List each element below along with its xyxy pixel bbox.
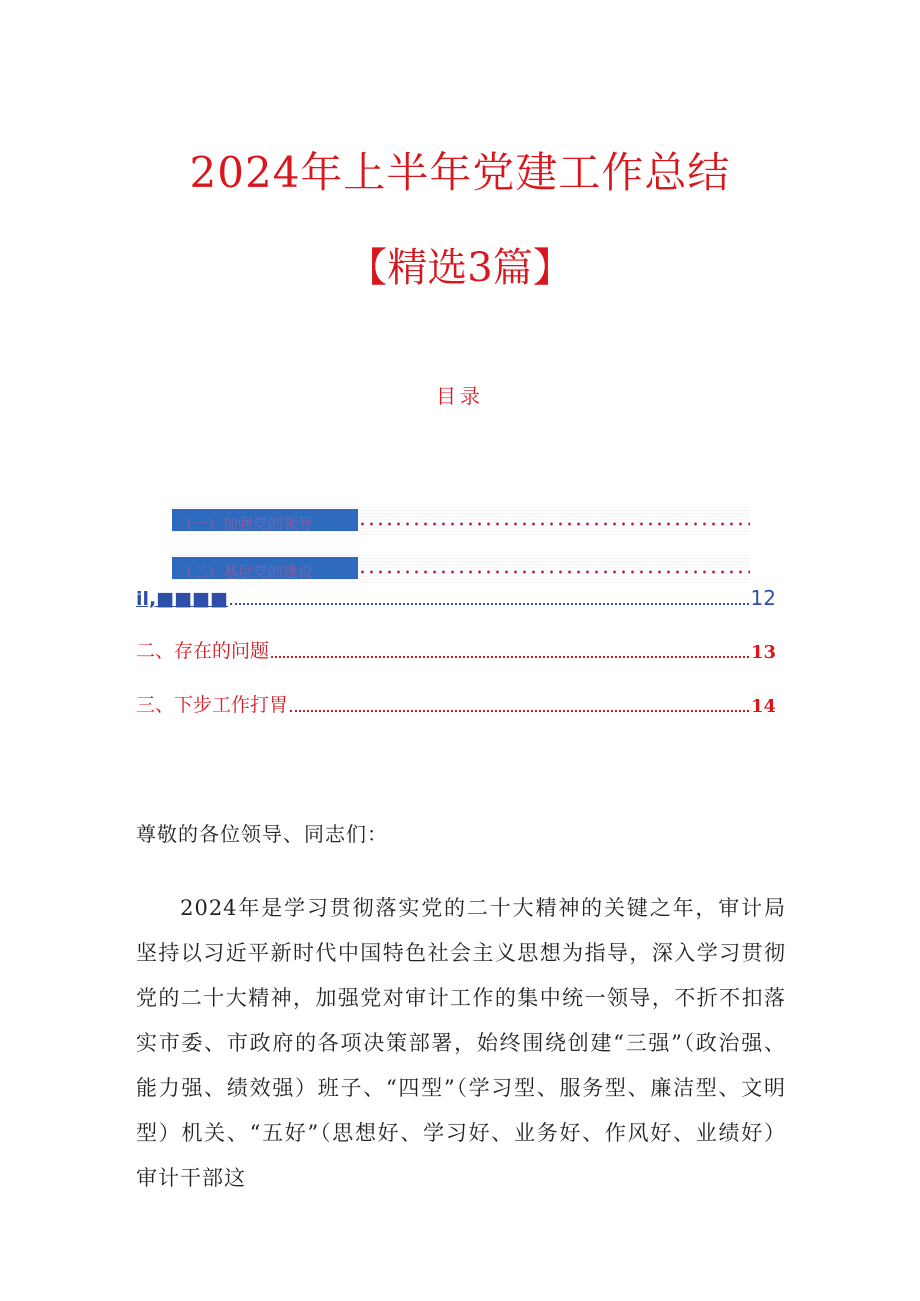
toc-entry-problems[interactable]: [136, 636, 776, 663]
toc-leader-dots: [358, 505, 750, 535]
toc-subitem-label[interactable]: （一）加强党的领导: [172, 509, 358, 531]
toc-subitem[interactable]: [172, 505, 750, 535]
document-title: 2024年上半年党建工作总结: [189, 148, 731, 197]
toc-subitem[interactable]: [172, 553, 750, 583]
salutation: 尊敬的各位领导、同志们：: [136, 822, 388, 846]
toc-entry-next-steps[interactable]: [136, 690, 776, 717]
toc-page-number: 12: [750, 586, 776, 610]
body-paragraph: 2024年是学习贯彻落实党的二十大精神的关键之年，审计局坚持以习近平新时代中国特色社会主义思想为指导，深入学习贯彻党的二十大精神，加强党对审计工作的集中统一领导，不折不扣落实市委、市政府的各项决策部署，始终围绕创建“三强”（政治强、能力强、绩效强）班子、“四型”（学习型、服务型、廉洁型、文明型）机关、“五好”（思想好、学习好、业务好、作风好、业绩好）审计干部这: [136, 896, 786, 1190]
document-subtitle: 【精选3篇】: [347, 245, 573, 291]
toc-entry-label[interactable]: 三、下步工作打胃: [136, 694, 289, 716]
toc-leader: [271, 656, 749, 658]
toc-leader: [230, 603, 748, 605]
toc-entry-il[interactable]: [136, 586, 776, 610]
toc-heading: 目录: [436, 384, 484, 408]
toc-leader: [290, 710, 749, 712]
toc-subitem-label[interactable]: （二）基层党的建设: [172, 557, 358, 579]
toc-entry-label[interactable]: il,■■■■: [136, 588, 229, 610]
toc-leader-dots: [358, 553, 750, 583]
toc-entry-label[interactable]: 二、存在的问题: [136, 640, 270, 662]
toc-page-number: 14: [750, 696, 776, 717]
toc-page-number: 13: [750, 642, 776, 663]
